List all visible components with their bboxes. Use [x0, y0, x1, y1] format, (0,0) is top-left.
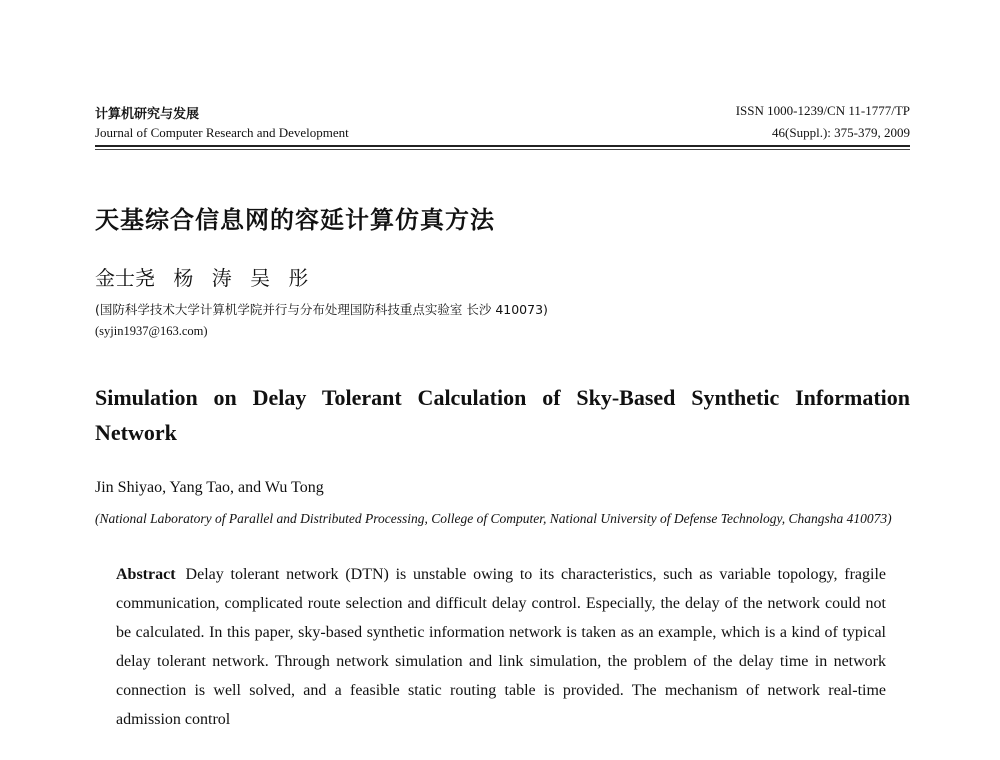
journal-name-en: Journal of Computer Research and Development	[95, 125, 349, 140]
issn: ISSN 1000-1239/CN 11-1777/TP	[735, 103, 910, 118]
abstract	[116, 560, 886, 734]
affiliation-cn: (国防科学技术大学计算机学院并行与分布处理国防科技重点实验室 长沙 410073)	[95, 302, 548, 317]
abstract-text: Delay tolerant network (DTN) is unstable owing to its characteristics, such as variable topology, fragile communication, complicated route selection and difficult delay control. Especially, the delay of the network could not be calculated. In this paper, sky-based synthetic information network is taken as an example, which is a kind of typical delay tolerant network. Through network simulation and link simulation, the problem of the delay time in network connection is well solved, and a feasible static routing table is provided. The mechanism of network real-time admission control	[116, 566, 886, 728]
author-email: (syjin1937@163.com)	[95, 324, 208, 338]
title-en: Simulation on Delay Tolerant Calculation of Sky-Based Synthetic Information Network	[95, 385, 910, 445]
title-cn: 天基综合信息网的容延计算仿真方法	[95, 206, 495, 234]
authors-cn: 金士尧 杨 涛 吴 彤	[95, 266, 309, 290]
affiliation-en: (National Laboratory of Parallel and Distributed Processing, College of Computer, National University of Defense Technology, Changsha 410073)	[95, 511, 892, 526]
abstract-label: Abstract	[116, 566, 176, 583]
journal-name-cn: 计算机研究与发展	[95, 107, 200, 122]
header-rule-thin	[95, 149, 910, 150]
authors-en: Jin Shiyao, Yang Tao, and Wu Tong	[95, 479, 324, 496]
volume-pages: 46(Suppl.): 375-379, 2009	[772, 125, 910, 140]
header-rule	[95, 145, 910, 147]
